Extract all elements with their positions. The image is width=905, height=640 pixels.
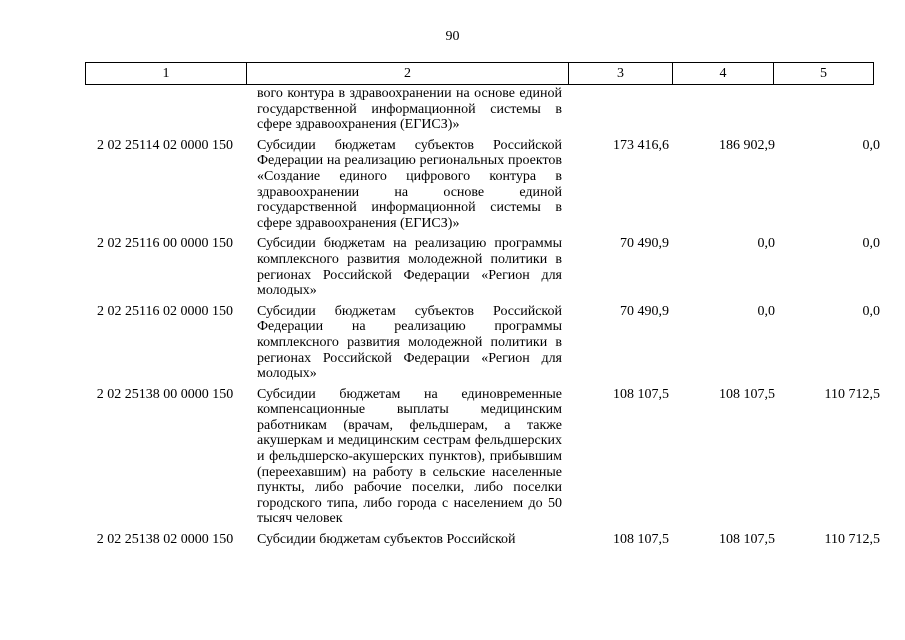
table-row — [85, 532, 886, 548]
table-row — [85, 236, 886, 303]
column-header-table — [85, 62, 874, 85]
revenue-name: Субсидии бюджетам субъектов Российской Федерации на реализацию региональных проектов «Создание единого цифрового контура в здравоохранении на основе единой государственной информационной системы в сфере здравоохранения (ЕГИСЗ)» — [257, 137, 562, 231]
value-col5: 0,0 — [862, 303, 880, 319]
budget-code — [85, 86, 245, 138]
revenue-name: Субсидии бюджетам на единовременные компенсационные выплаты медицинским работникам (врачам, фельдшерам, а также акушеркам и медицинским сестрам фельдшерских и фельдшерско-акушерских пунктов), прибывшим (переехавшим) на работу в сельские населенные пункты, либо рабочие поселки, либо поселки городского типа, либо города с населением до 50 тысяч человек — [257, 386, 562, 527]
budget-code: 2 02 25116 02 0000 150 — [97, 303, 233, 319]
revenue-name: Субсидии бюджетам субъектов Российской — [257, 532, 516, 548]
value-col5: 110 712,5 — [824, 386, 880, 402]
budget-code: 2 02 25114 02 0000 150 — [97, 137, 233, 153]
value-col3: 70 490,9 — [620, 236, 669, 252]
value-col4: 0,0 — [757, 303, 775, 319]
value-col3: 173 416,6 — [613, 137, 669, 153]
value-col4: 108 107,5 — [719, 532, 775, 548]
budget-code: 2 02 25138 00 0000 150 — [96, 386, 234, 402]
budget-code: 2 02 25138 02 0000 150 — [96, 532, 234, 548]
value-col3: 108 107,5 — [613, 386, 669, 402]
value-col4 — [675, 86, 781, 138]
value-col5: 0,0 — [862, 137, 880, 153]
revenue-name: Субсидии бюджетам субъектов Российской Федерации на реализацию программы комплексного развития молодежной политики в регионах Российской Федерации «Регион для молодых» — [257, 303, 562, 382]
column-header-1: 1 — [86, 63, 247, 85]
budget-code: 2 02 25116 00 0000 150 — [97, 236, 233, 252]
column-header-row — [86, 63, 874, 85]
table-row — [85, 86, 886, 138]
budget-table — [85, 86, 886, 548]
page-number: 90 — [445, 29, 460, 44]
column-header-4: 4 — [673, 63, 774, 85]
column-header-5: 5 — [774, 63, 874, 85]
value-col4: 186 902,9 — [719, 137, 775, 153]
column-header-2: 2 — [247, 63, 569, 85]
revenue-name: вого контура в здравоохранении на основе единой государственной информационной системы в сфере здравоохранения (ЕГИСЗ)» — [257, 86, 562, 133]
revenue-name: Субсидии бюджетам на реализацию программы комплексного развития молодежной политики в регионах Российской Федерации «Регион для молодых» — [257, 236, 562, 299]
value-col3: 108 107,5 — [613, 532, 669, 548]
value-col5: 0,0 — [862, 236, 880, 252]
value-col3 — [566, 86, 675, 138]
table-row — [85, 304, 886, 387]
value-col4: 0,0 — [757, 236, 775, 252]
table-row — [85, 387, 886, 532]
table-row — [85, 138, 886, 237]
value-col5: 110 712,5 — [824, 532, 880, 548]
value-col5 — [781, 86, 886, 138]
value-col3: 70 490,9 — [620, 303, 669, 319]
value-col4: 108 107,5 — [719, 386, 775, 402]
column-header-3: 3 — [569, 63, 673, 85]
